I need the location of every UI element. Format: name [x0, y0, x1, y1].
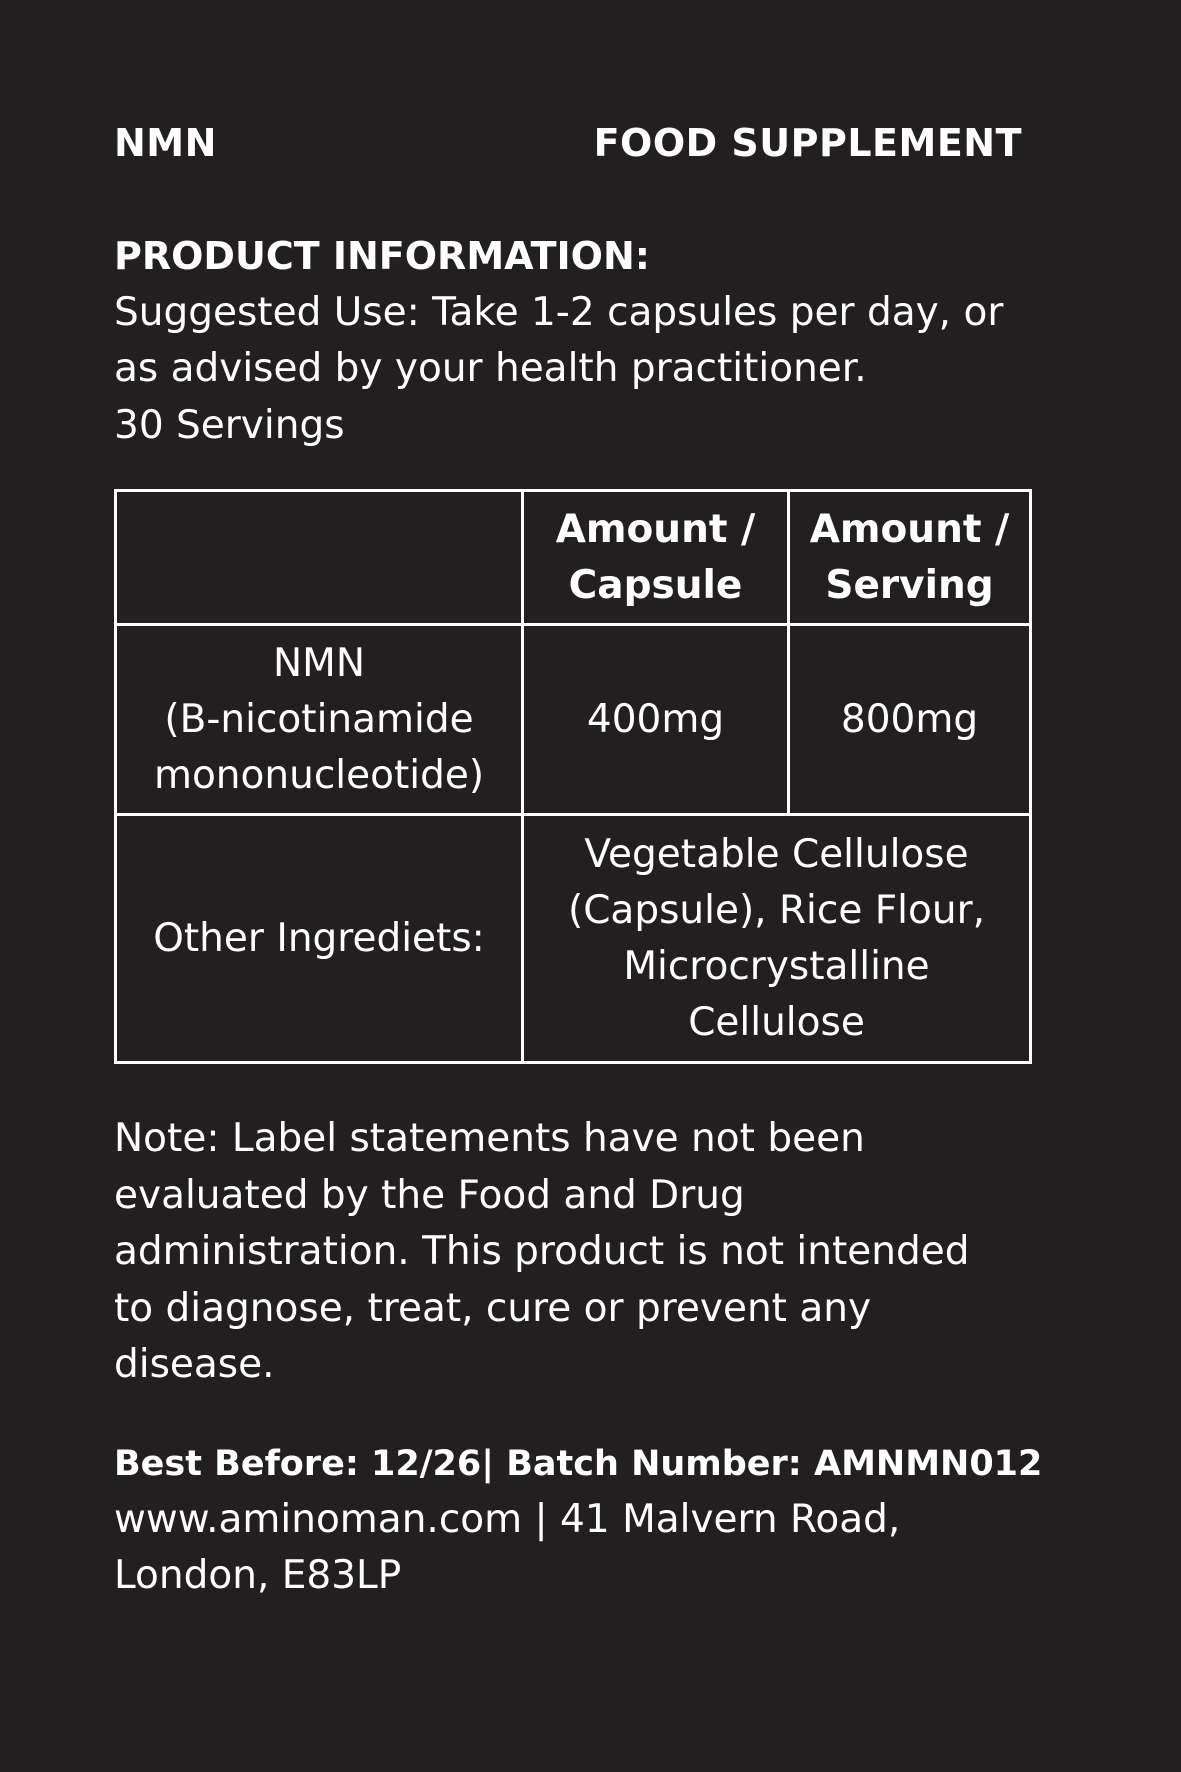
- address-line-1: www.aminoman.com | 41 Malvern Road,: [114, 1497, 901, 1542]
- other-ingredients-list: [523, 815, 1031, 1063]
- ingredient-text: mononucleotide): [153, 752, 485, 798]
- supplement-facts-table: [114, 489, 1032, 1064]
- product-information: [114, 228, 1074, 454]
- ingredient-text: NMN: [273, 640, 365, 686]
- nmn-ingredient-cell: [116, 625, 523, 815]
- ingredient-text: (B-nicotinamide: [164, 696, 474, 742]
- disclaimer-note: [114, 1111, 1054, 1394]
- empty-header-cell: [116, 491, 523, 625]
- note-line: disease.: [114, 1342, 275, 1387]
- note-line: to diagnose, treat, cure or prevent any: [114, 1285, 872, 1331]
- label-header: [114, 118, 1022, 168]
- ingredient-text: Vegetable Cellulose: [584, 831, 969, 877]
- other-ingredients-label: Other Ingrediets:: [116, 815, 523, 1063]
- nmn-capsule-amount: 400mg: [523, 625, 789, 815]
- batch-info: Best Before: 12/26| Batch Number: AMNMN012: [114, 1444, 1043, 1484]
- table-row: [116, 815, 1031, 1063]
- table-header-row: [116, 491, 1031, 625]
- note-line: Note: Label statements have not been: [114, 1116, 865, 1161]
- header-text: Serving: [825, 562, 994, 608]
- suggested-use-line-1: Suggested Use: Take 1-2 capsules per day, or: [114, 289, 1004, 335]
- label-footer: [114, 1436, 1074, 1604]
- suggested-use-line-2: as advised by your health practitioner.: [114, 346, 867, 391]
- note-line: administration. This product is not intended: [114, 1229, 970, 1274]
- note-line: evaluated by the Food and Drug: [114, 1172, 745, 1218]
- product-name: NMN: [114, 121, 217, 165]
- ingredient-text: Microcrystalline: [623, 943, 930, 989]
- info-heading: PRODUCT INFORMATION:: [114, 234, 650, 278]
- servings-count: 30 Servings: [114, 402, 345, 448]
- header-text: Capsule: [568, 562, 743, 608]
- address-line-2: London, E83LP: [114, 1553, 402, 1598]
- table-row: [116, 625, 1031, 815]
- amount-per-capsule-header: [523, 491, 789, 625]
- nmn-serving-amount: 800mg: [789, 625, 1031, 815]
- header-text: Amount /: [809, 506, 1010, 552]
- product-category: FOOD SUPPLEMENT: [593, 121, 1022, 165]
- header-text: Amount /: [555, 506, 756, 552]
- ingredient-text: (Capsule), Rice Flour,: [567, 887, 986, 933]
- amount-per-serving-header: [789, 491, 1031, 625]
- ingredient-text: Cellulose: [688, 999, 865, 1045]
